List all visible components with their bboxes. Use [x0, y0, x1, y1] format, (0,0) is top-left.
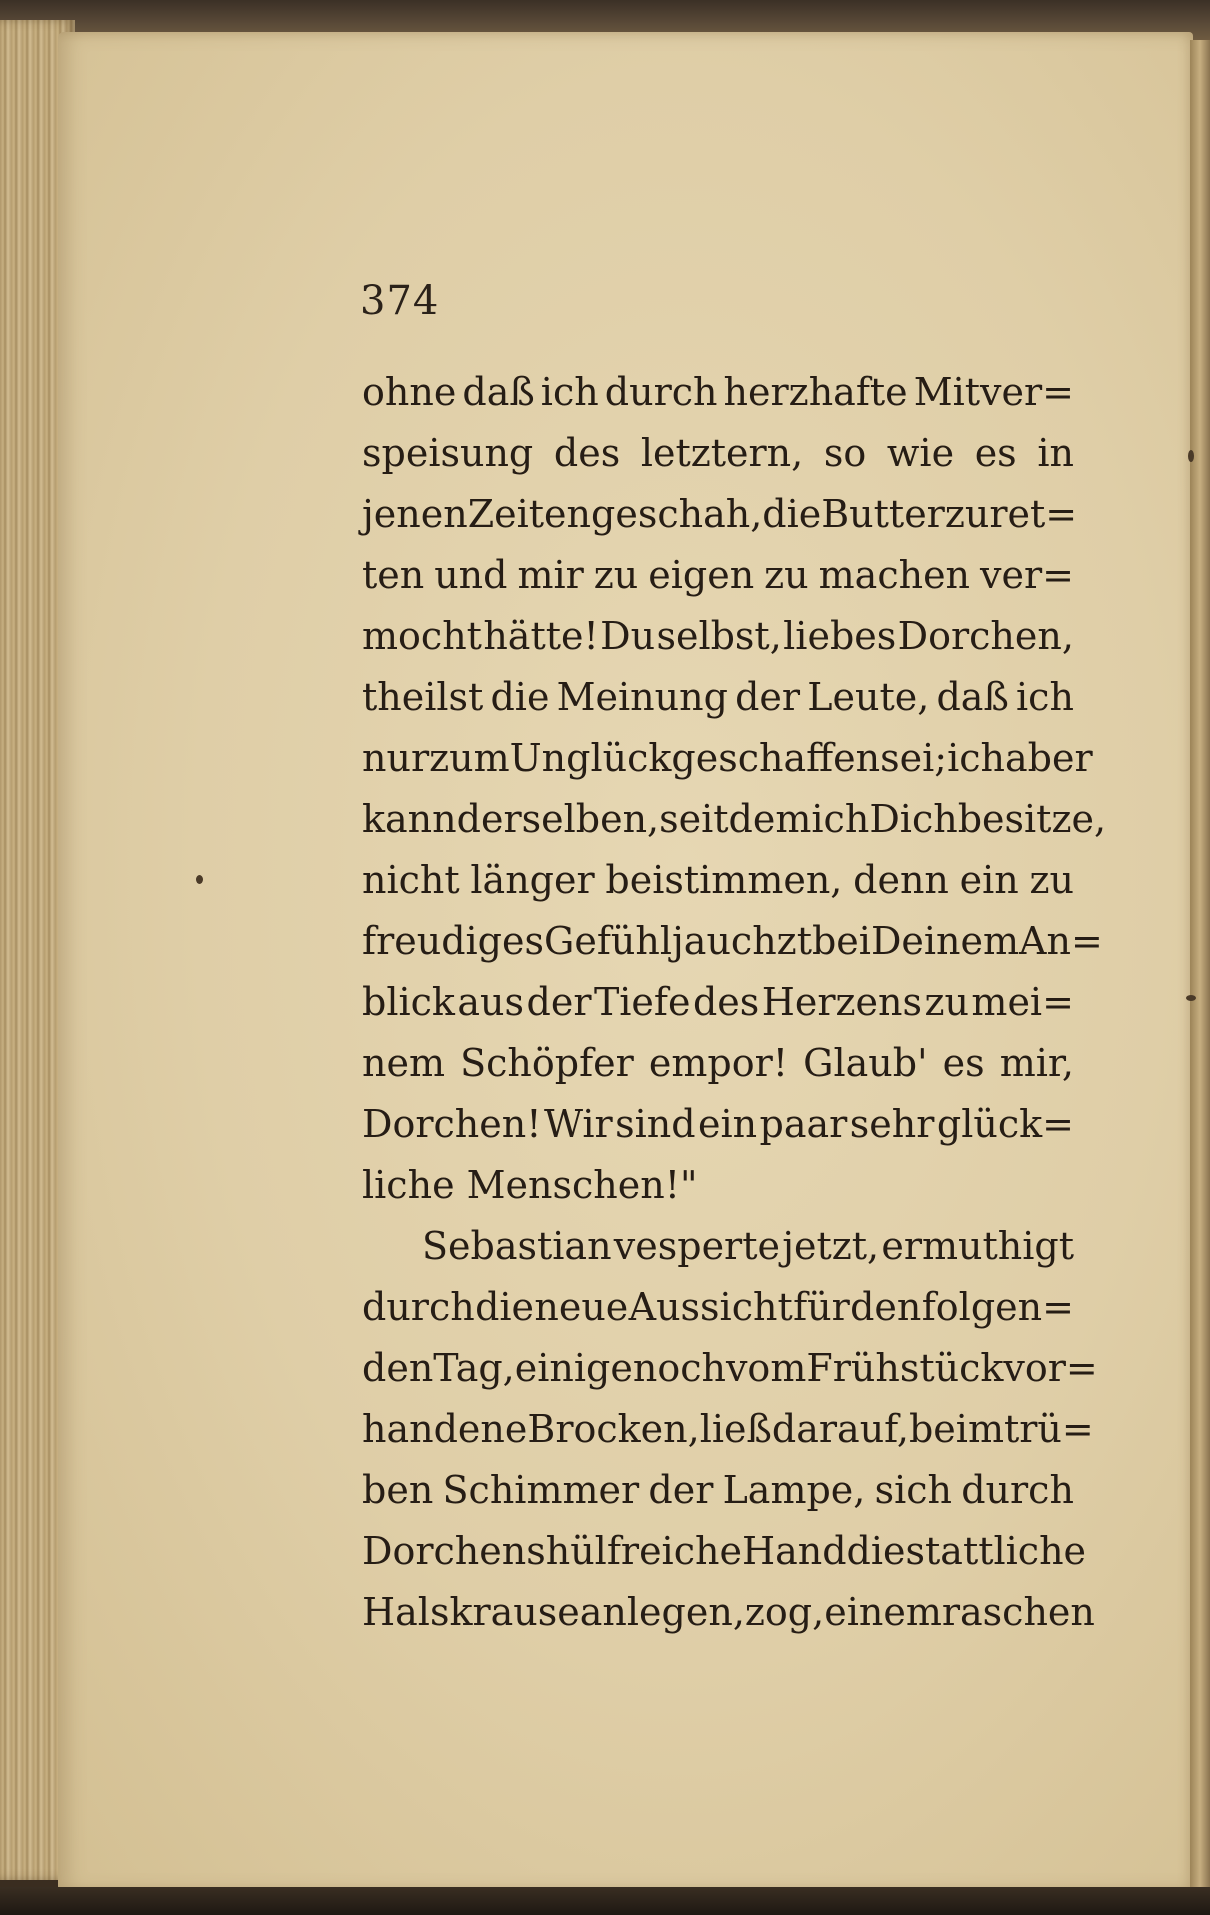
- word: in: [1037, 431, 1074, 475]
- word: Schimmer: [442, 1468, 640, 1512]
- word: paar: [759, 1102, 848, 1146]
- word: Du: [600, 614, 656, 658]
- word: nem: [362, 1041, 445, 1085]
- word: empor!: [648, 1041, 789, 1085]
- word: jetzt,: [782, 1224, 880, 1268]
- word: nur: [362, 736, 430, 780]
- word: herzhafte: [723, 370, 908, 414]
- text-line: [362, 606, 1074, 667]
- word: selbst,: [656, 614, 782, 658]
- word: Tiefe: [593, 980, 691, 1024]
- text-line: [362, 1582, 1095, 1643]
- word: ermuthigt: [881, 1224, 1074, 1268]
- word: ich: [540, 370, 599, 414]
- word: der: [648, 1468, 714, 1512]
- word: zum: [429, 736, 510, 780]
- word: ben: [362, 1468, 434, 1512]
- word: speisung: [362, 431, 534, 475]
- word: und: [434, 553, 508, 597]
- word: machen: [818, 553, 971, 597]
- text-line: [362, 1033, 1074, 1094]
- word: Schöpfer: [460, 1041, 634, 1085]
- word: geschah,: [591, 492, 763, 536]
- word: der: [526, 980, 592, 1024]
- word: Deinem: [870, 919, 1020, 963]
- word: Frühstück: [806, 1346, 1004, 1390]
- word: seitdem: [659, 797, 812, 841]
- word: letztern,: [640, 431, 804, 475]
- word: des: [692, 980, 760, 1024]
- facing-leaf-edge: [1190, 40, 1210, 1890]
- word: Leute,: [807, 675, 930, 719]
- word: besitze,: [957, 797, 1107, 841]
- word: Butter: [821, 492, 945, 536]
- text-line: [362, 362, 1074, 423]
- word: mocht: [362, 614, 482, 658]
- word: jenen: [362, 492, 468, 536]
- word: sei;: [880, 736, 948, 780]
- word: die: [490, 675, 550, 719]
- word: durch: [362, 1285, 475, 1329]
- word: Unglück: [509, 736, 672, 780]
- page-number: 374: [360, 278, 440, 324]
- text-line: [362, 1094, 1074, 1155]
- word: so: [823, 431, 867, 475]
- word: ver=: [980, 553, 1074, 597]
- word: glück=: [936, 1102, 1074, 1146]
- text-line: [362, 972, 1074, 1033]
- word: Dich: [869, 797, 958, 841]
- word: für: [793, 1285, 850, 1329]
- word: einige: [514, 1346, 633, 1390]
- word: vesperte: [613, 1224, 780, 1268]
- word: die: [762, 492, 822, 536]
- word: aus: [457, 980, 525, 1024]
- word: ließ: [699, 1407, 772, 1451]
- word: wie: [886, 431, 955, 475]
- word: Hand: [741, 1529, 847, 1573]
- word: raschen: [941, 1590, 1095, 1634]
- word: es: [974, 431, 1017, 475]
- word: Glaub': [803, 1041, 928, 1085]
- word: der: [735, 675, 801, 719]
- word: Halskrause: [362, 1590, 580, 1634]
- word: liebes: [783, 614, 897, 658]
- word: zu: [593, 553, 639, 597]
- word: Dorchens: [362, 1529, 546, 1573]
- word: Herzens: [761, 980, 922, 1024]
- word: zu: [764, 553, 809, 597]
- word: die: [846, 1529, 906, 1573]
- word: geschaffen: [671, 736, 881, 780]
- text-line: [362, 789, 1107, 850]
- word: noch: [632, 1346, 726, 1390]
- word: anlegen,: [579, 1590, 745, 1634]
- word: mei=: [971, 980, 1074, 1024]
- word: mir,: [999, 1041, 1074, 1085]
- text-line: [362, 1155, 1074, 1216]
- text-line: [362, 545, 1074, 606]
- text-line: [362, 1399, 1094, 1460]
- word: darauf,: [771, 1407, 909, 1451]
- ink-speck: [196, 875, 203, 884]
- word: neue: [534, 1285, 629, 1329]
- word: ein: [959, 858, 1019, 902]
- ink-speck: [1188, 450, 1194, 462]
- word: ret=: [989, 492, 1078, 536]
- word: Mitver=: [913, 370, 1074, 414]
- text-line: [362, 911, 1103, 972]
- word: handene: [362, 1407, 528, 1451]
- word: Dorchen!: [362, 1102, 542, 1146]
- word: denn: [853, 858, 949, 902]
- word: zu: [944, 492, 990, 536]
- word: An=: [1019, 919, 1103, 963]
- word: trü=: [1003, 1407, 1094, 1451]
- paragraph-start-line: [362, 1216, 1074, 1277]
- word: ich: [1016, 675, 1074, 719]
- word: folgen=: [921, 1285, 1074, 1329]
- word: den: [850, 1285, 922, 1329]
- text-line: [362, 423, 1074, 484]
- word: ohne: [362, 370, 457, 414]
- word: nicht: [362, 858, 460, 902]
- word: eigen: [648, 553, 755, 597]
- text-line: [362, 1460, 1074, 1521]
- word: bei: [811, 919, 871, 963]
- word: zu: [1029, 858, 1074, 902]
- word: aber: [1004, 736, 1093, 780]
- word: Brocken,: [527, 1407, 700, 1451]
- word: den: [362, 1346, 434, 1390]
- word: daß: [462, 370, 535, 414]
- word: derselben,: [456, 797, 660, 841]
- word: zu: [924, 980, 969, 1024]
- ink-speck: [1186, 995, 1196, 1001]
- text-line: [362, 1277, 1074, 1338]
- word: länger: [470, 858, 595, 902]
- word: vor=: [1003, 1346, 1098, 1390]
- text-line: [362, 484, 1078, 545]
- text-line: [362, 1521, 1087, 1582]
- text-line: [362, 850, 1074, 911]
- word: ich: [811, 797, 870, 841]
- word: Wir: [543, 1102, 613, 1146]
- word: durch: [961, 1468, 1074, 1512]
- word: mir: [517, 553, 584, 597]
- text-line: [362, 728, 1093, 789]
- book-bottom-edge: [0, 1887, 1210, 1915]
- word: zog,: [744, 1590, 825, 1634]
- word: ich: [947, 736, 1005, 780]
- word: es: [942, 1041, 985, 1085]
- word: liche Menschen!": [362, 1163, 698, 1207]
- word: beistimmen,: [605, 858, 843, 902]
- word: hülfreiche: [545, 1529, 742, 1573]
- word: durch: [604, 370, 718, 414]
- word: beim: [908, 1407, 1004, 1451]
- text-line: [362, 1338, 1098, 1399]
- word: Gefühl: [543, 919, 672, 963]
- word: Dorchen,: [897, 614, 1074, 658]
- word: daß: [936, 675, 1009, 719]
- word: Lampe,: [722, 1468, 866, 1512]
- word: ein: [697, 1102, 758, 1146]
- word: Tag,: [433, 1346, 515, 1390]
- word: theilst: [362, 675, 484, 719]
- word: freudiges: [362, 919, 544, 963]
- word: des: [553, 431, 621, 475]
- word: ten: [362, 553, 425, 597]
- word: hätte!: [483, 614, 599, 658]
- word: die: [475, 1285, 535, 1329]
- word: sich: [874, 1468, 953, 1512]
- word: einem: [824, 1590, 942, 1634]
- word: sehr: [849, 1102, 935, 1146]
- text-line: [362, 667, 1074, 728]
- word: kann: [362, 797, 457, 841]
- word: blick: [362, 980, 455, 1024]
- word: Sebastian: [422, 1224, 612, 1268]
- body-text: [362, 362, 1107, 1643]
- word: stattliche: [905, 1529, 1087, 1573]
- word: sind: [615, 1102, 696, 1146]
- word: jauchzt: [672, 919, 812, 963]
- word: Meinung: [556, 675, 728, 719]
- word: Zeiten: [467, 492, 591, 536]
- word: Aussicht: [628, 1285, 793, 1329]
- word: vom: [725, 1346, 807, 1390]
